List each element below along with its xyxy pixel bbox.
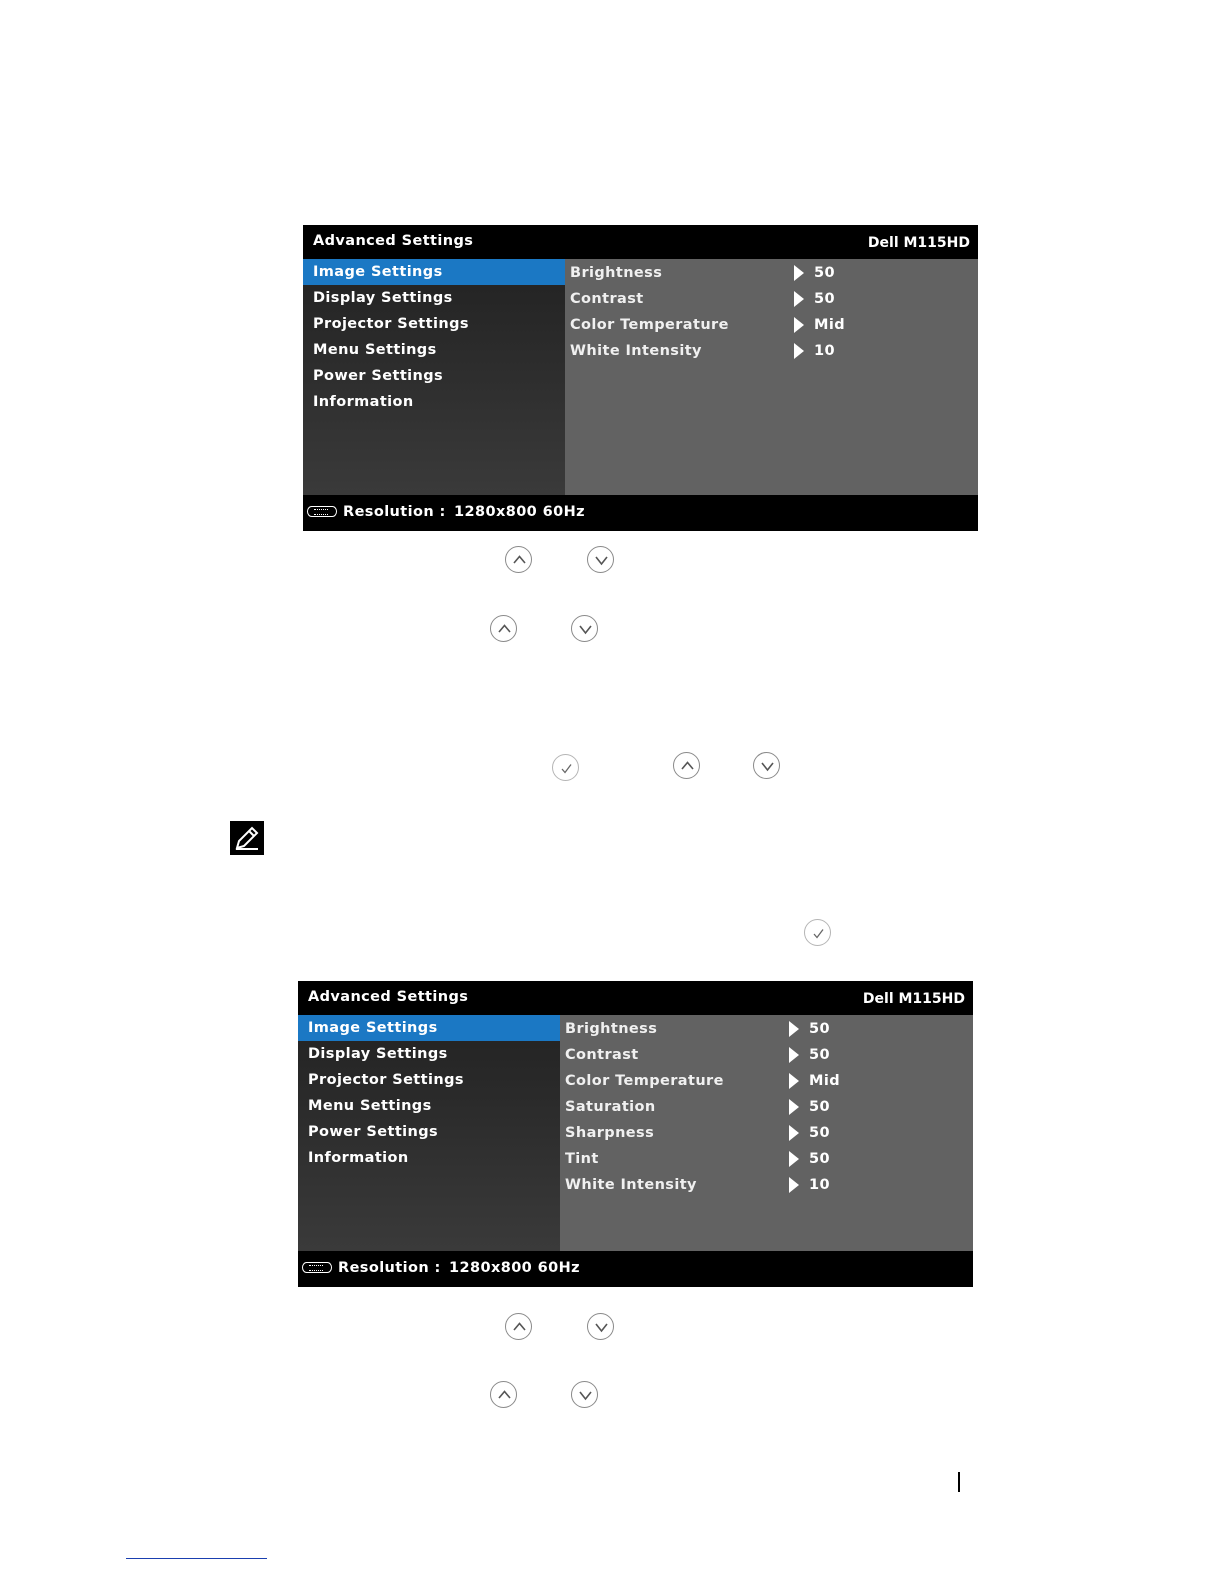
triangle-right-icon [789,1047,799,1063]
menu-item-menu-settings[interactable]: Menu Settings [308,1098,432,1114]
setting-value: 50 [809,1099,830,1115]
osd-menu [303,259,565,495]
setting-label: Saturation [565,1099,656,1115]
menu-item-information[interactable]: Information [308,1150,409,1166]
resolution-value: 1280x800 60Hz [449,1260,580,1276]
vga-connector-icon [302,1262,332,1273]
triangle-right-icon [789,1177,799,1193]
menu-item-power-settings[interactable]: Power Settings [308,1124,439,1140]
setting-row-saturation[interactable] [560,1093,973,1119]
down-arrow-button-icon [587,1313,614,1340]
osd-footer [303,495,978,531]
osd-model: Dell M115HD [862,991,965,1007]
setting-value: 50 [809,1151,830,1167]
footnote-rule [126,1558,267,1559]
setting-row-brightness[interactable] [565,259,978,285]
setting-value: 50 [809,1047,830,1063]
note-pencil-icon [230,821,264,855]
triangle-right-icon [789,1125,799,1141]
osd-menu [298,1015,560,1251]
setting-label: Contrast [565,1047,639,1063]
triangle-right-icon [789,1073,799,1089]
osd-model: Dell M115HD [867,235,970,251]
triangle-right-icon [789,1151,799,1167]
enter-check-button-icon [552,754,579,781]
setting-label: Sharpness [565,1125,655,1141]
setting-label: White Intensity [570,343,702,359]
page-number-divider [958,1472,960,1492]
setting-value: Mid [809,1073,840,1089]
setting-row-brightness[interactable] [560,1015,973,1041]
setting-row-color-temperature[interactable] [565,311,978,337]
triangle-right-icon [794,265,804,281]
setting-label: Tint [565,1151,599,1167]
setting-row-white-intensity[interactable] [565,337,978,363]
menu-item-information[interactable]: Information [313,394,414,410]
menu-item-display-settings[interactable]: Display Settings [308,1046,448,1062]
osd-settings-panel [565,259,978,495]
up-arrow-button-icon [673,752,700,779]
triangle-right-icon [794,343,804,359]
setting-row-sharpness[interactable] [560,1119,973,1145]
setting-label: Color Temperature [570,317,729,333]
setting-row-contrast[interactable] [560,1041,973,1067]
setting-value: 50 [814,291,835,307]
osd-screenshot-2 [298,981,973,1287]
resolution-value: 1280x800 60Hz [454,504,585,520]
osd-screenshot-1 [303,225,978,531]
menu-item-image-settings[interactable]: Image Settings [303,259,565,285]
menu-item-projector-settings[interactable]: Projector Settings [313,316,469,332]
setting-row-white-intensity[interactable] [560,1171,973,1197]
setting-value: 50 [809,1021,830,1037]
setting-label: Color Temperature [565,1073,724,1089]
vga-connector-icon [307,506,337,517]
triangle-right-icon [794,291,804,307]
menu-item-power-settings[interactable]: Power Settings [313,368,444,384]
osd-title: Advanced Settings [313,233,474,249]
setting-row-color-temperature[interactable] [560,1067,973,1093]
enter-check-button-icon [804,919,831,946]
osd-header [303,225,978,259]
triangle-right-icon [794,317,804,333]
menu-item-menu-settings[interactable]: Menu Settings [313,342,437,358]
setting-row-tint[interactable] [560,1145,973,1171]
osd-footer [298,1251,973,1287]
setting-value: 50 [809,1125,830,1141]
osd-settings-panel [560,1015,973,1251]
triangle-right-icon [789,1021,799,1037]
setting-value: 50 [814,265,835,281]
up-arrow-button-icon [505,546,532,573]
up-arrow-button-icon [505,1313,532,1340]
setting-label: Contrast [570,291,644,307]
osd-header [298,981,973,1015]
resolution-label: Resolution : [338,1260,441,1276]
setting-label: Brightness [570,265,663,281]
setting-value: 10 [814,343,835,359]
menu-item-image-settings[interactable]: Image Settings [298,1015,560,1041]
setting-row-contrast[interactable] [565,285,978,311]
down-arrow-button-icon [587,546,614,573]
setting-value: 10 [809,1177,830,1193]
down-arrow-button-icon [571,1381,598,1408]
down-arrow-button-icon [571,615,598,642]
down-arrow-button-icon [753,752,780,779]
setting-label: White Intensity [565,1177,697,1193]
setting-label: Brightness [565,1021,658,1037]
menu-item-display-settings[interactable]: Display Settings [313,290,453,306]
resolution-label: Resolution : [343,504,446,520]
up-arrow-button-icon [490,615,517,642]
setting-value: Mid [814,317,845,333]
menu-item-projector-settings[interactable]: Projector Settings [308,1072,464,1088]
triangle-right-icon [789,1099,799,1115]
up-arrow-button-icon [490,1381,517,1408]
osd-title: Advanced Settings [308,989,469,1005]
